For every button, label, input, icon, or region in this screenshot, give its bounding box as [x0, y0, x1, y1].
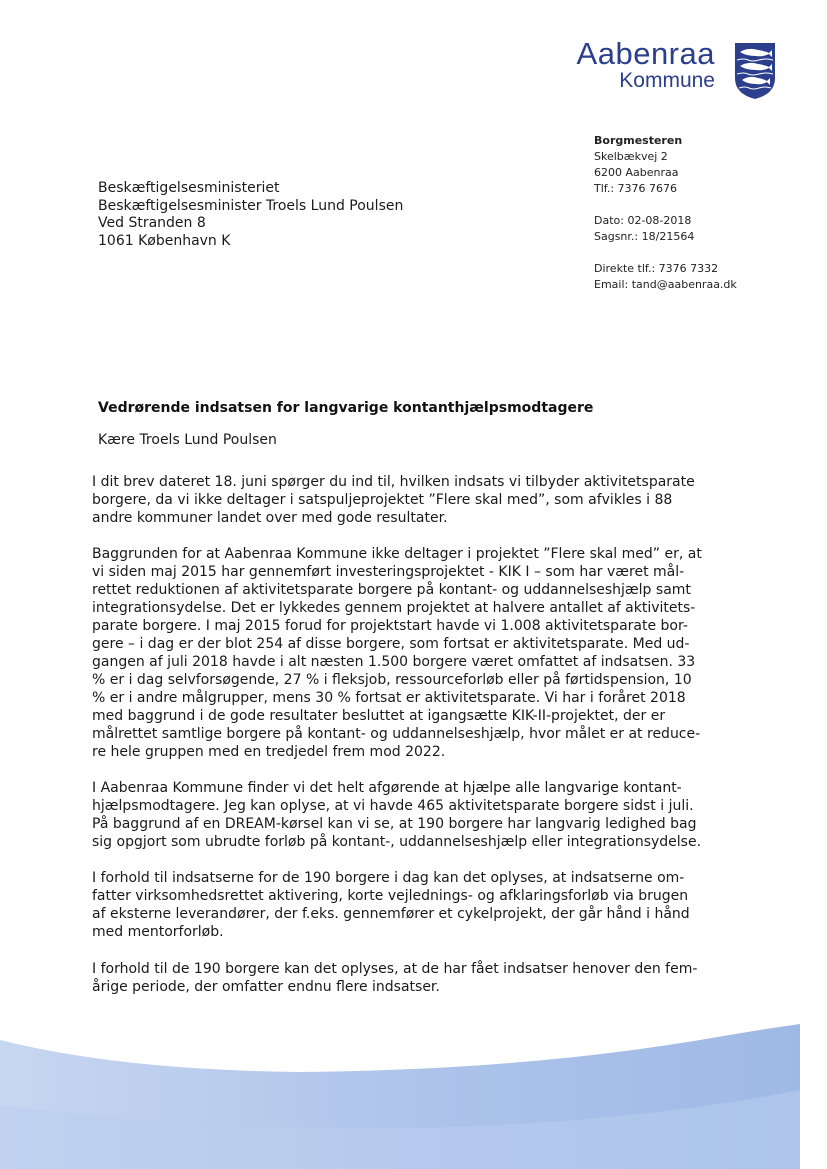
text-line: borgere, da vi ikke deltager i satspuljeprojektet ”Flere skal med”, som afvikles i 88 [92, 492, 673, 508]
text-line: Baggrunden for at Aabenraa Kommune ikke deltager i projektet ”Flere skal med” er, at [92, 546, 702, 562]
text-line: På baggrund af en DREAM-kørsel kan vi se, at 190 borgere har langvarig ledighed bag [92, 816, 697, 832]
paragraph-2 [92, 545, 732, 761]
recipient-line: 1061 København K [98, 232, 231, 249]
text-line: vi siden maj 2015 har gennemført investeringsprojektet - KIK I – som har været mål- [92, 564, 685, 580]
text-line: med mentorforløb. [92, 924, 224, 940]
paragraph-5 [92, 960, 732, 996]
sender-phone: Tlf.: 7376 7676 [594, 182, 678, 195]
aabenraa-logo [576, 36, 790, 106]
crest-icon [734, 42, 776, 100]
text-line: fatter virksomhedsrettet aktivering, korte vejlednings- og afklaringsforløb via brugen [92, 888, 689, 904]
text-line: årige periode, der omfatter endnu flere indsatser. [92, 979, 440, 995]
text-line: I forhold til indsatserne for de 190 borgere i dag kan det oplyses, at indsatserne om- [92, 870, 685, 886]
text-line: I dit brev dateret 18. juni spørger du ind til, hvilken indsats vi tilbyder aktivitetsparate [92, 474, 695, 490]
text-line: gangen af juli 2018 havde i alt næsten 1.500 borgere været omfattet af indsatsen. 33 [92, 654, 696, 670]
letter-date: Dato: 02-08-2018 [594, 214, 692, 227]
paragraph-3 [92, 779, 732, 851]
letter-salutation: Kære Troels Lund Poulsen [98, 432, 277, 448]
text-line: målrettet samtlige borgere på kontant- og uddannelseshjælp, hvor målet er at reduce- [92, 726, 701, 742]
recipient-line: Ved Stranden 8 [98, 215, 206, 231]
sender-address-street: Skelbækvej 2 [594, 150, 668, 163]
recipient-line: Beskæftigelsesminister Troels Lund Poulsen [98, 197, 404, 214]
case-number: Sagsnr.: 18/21564 [594, 230, 695, 243]
direct-phone: Direkte tlf.: 7376 7332 [594, 262, 719, 275]
text-line: af eksterne leverandører, der f.eks. gennemfører et cykelprojekt, der går hånd i hånd [92, 906, 690, 922]
text-line: parate borgere. I maj 2015 forud for projektstart havde vi 1.008 aktivitetsparate bor- [92, 618, 688, 634]
text-line: % er i andre målgrupper, mens 30 % fortsat er aktivitetsparate. Vi har i foråret 2018 [92, 690, 686, 706]
recipient-line: Beskæftigelsesministeriet [98, 180, 280, 196]
text-line: rettet reduktionen af aktivitetsparate borgere på kontant- og uddannelseshjælp samt [92, 582, 691, 598]
footer-wave-decoration [0, 1010, 827, 1169]
logo-subtitle: Kommune [619, 69, 715, 92]
text-line: % er i dag selvforsøgende, 27 % i fleksjob, ressourceforløb eller på førtidspension, 10 [92, 672, 692, 688]
text-line: gere – i dag er der blot 254 af disse borgere, som fortsat er aktivitetsparate. Med ud- [92, 636, 690, 652]
sender-email: Email: tand@aabenraa.dk [594, 278, 737, 291]
recipient-block [98, 180, 403, 250]
sender-title: Borgmesteren [594, 134, 683, 147]
text-line: I Aabenraa Kommune finder vi det helt afgørende at hjælpe alle langvarige kontant- [92, 780, 682, 796]
text-line: I forhold til de 190 borgere kan det oplyses, at de har fået indsatser henover den fem- [92, 961, 698, 977]
text-line: integrationsydelse. Det er lykkedes gennem projektet at halvere antallet af aktivitets- [92, 600, 696, 616]
text-line: re hele gruppen med en tredjedel frem mod 2022. [92, 744, 446, 760]
paragraph-4 [92, 869, 732, 941]
paragraph-1 [92, 473, 732, 527]
logo-name: Aabenraa [576, 36, 715, 71]
sender-address-city: 6200 Aabenraa [594, 166, 679, 179]
text-line: sig opgjort som ubrudte forløb på kontant-, uddannelseshjælp eller integrationsydelse. [92, 834, 702, 850]
text-line: andre kommuner landet over med gode resultater. [92, 510, 448, 526]
text-line: hjælpsmodtagere. Jeg kan oplyse, at vi havde 465 aktivitetsparate borgere sidst i juli. [92, 798, 694, 814]
letter-subject: Vedrørende indsatsen for langvarige kontanthjælpsmodtagere [98, 400, 594, 416]
sender-block [594, 133, 737, 293]
text-line: med baggrund i de gode resultater besluttet at igangsætte KIK-II-projektet, der er [92, 708, 666, 724]
